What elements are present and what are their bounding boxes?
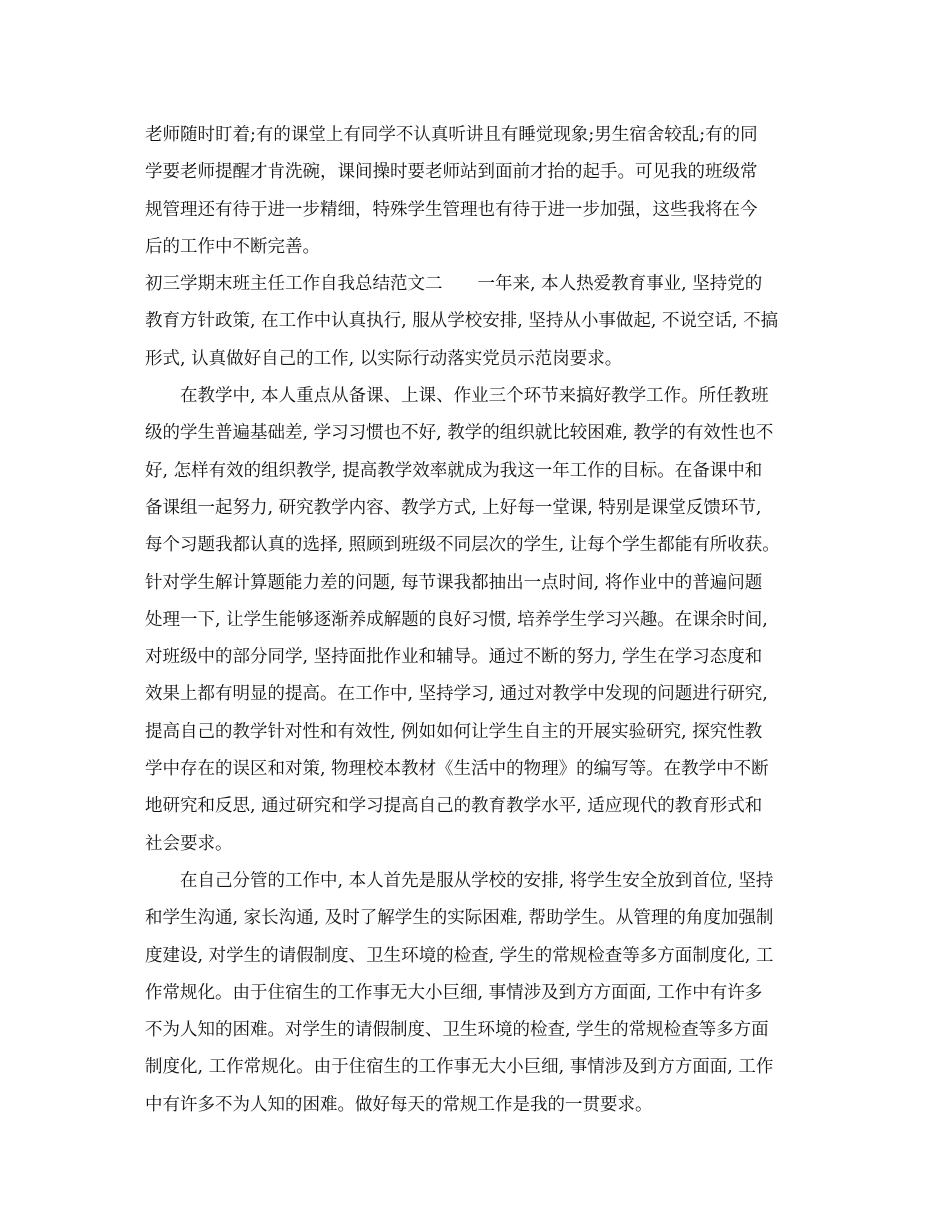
text-line: 针对学生解计算题能力差的问题, 每节课我都抽出一点时间, 将作业中的普遍问题 [145,572,763,593]
text-line: 制度化, 工作常规化。由于住宿生的工作事无大小巨细, 事情涉及到方方面面, 工作 [145,1057,774,1078]
text-line: 学要老师提醒才肯洗碗，课间操时要老师站到面前才抬的起手。可见我的班级常 [145,162,758,183]
text-line: 效果上都有明显的提高。在工作中, 坚持学习, 通过对教学中发现的问题进行研究, [145,684,768,705]
text-line: 对班级中的部分同学, 坚持面批作业和辅导。通过不断的努力, 学生在学习态度和 [145,647,763,668]
text-line: 度建设, 对学生的请假制度、卫生环境的检查, 学生的常规检查等多方面制度化, 工 [145,945,774,966]
text-line: 每个习题我都认真的选择, 照顾到班级不同层次的学生, 让每个学生都能有所收获。 [145,535,780,556]
text-line: 级的学生普遍基础差, 学习习惯也不好, 教学的组织就比较困难, 教学的有效性也不 [145,423,774,444]
section-heading-line: 初三学期末班主任工作自我总结范文二 一年来, 本人热爱教育事业, 坚持党的 [145,274,763,295]
text-line: 好, 怎样有效的组织教学, 提高教学效率就成为我这一年工作的目标。在备课中和 [145,460,763,481]
text-line: 在自己分管的工作中, 本人首先是服从学校的安排, 将学生安全放到首位, 坚持 [145,870,774,891]
text-line: 不为人知的困难。对学生的请假制度、卫生环境的检查, 学生的常规检查等多方面 [145,1020,769,1041]
text-line: 地研究和反思, 通过研究和学习提高自己的教育教学水平, 适应现代的教育形式和 [145,796,763,817]
body-text [145,117,810,1124]
text-line: 中有许多不为人知的困难。做好每天的常规工作是我的一贯要求。 [145,1094,653,1115]
text-line: 教育方针政策, 在工作中认真执行, 服从学校安排, 坚持从小事做起, 不说空话, 不搞 [145,311,779,332]
text-line: 老师随时盯着;有的课堂上有同学不认真听讲且有睡觉现象;男生宿舍较乱;有的同 [145,125,758,145]
text-line: 在教学中, 本人重点从备课、上课、作业三个环节来搞好教学工作。所任教班 [145,386,769,407]
text-line: 提高自己的教学针对性和有效性, 例如如何让学生自主的开展实验研究, 探究性教 [145,721,763,742]
text-line: 作常规化。由于住宿生的工作事无大小巨细, 事情涉及到方方面面, 工作中有许多 [145,982,763,1003]
text-line: 社会要求。 [145,833,233,854]
text-line: 处理一下, 让学生能够逐渐养成解题的良好习惯, 培养学生学习兴趣。在课余时间, [145,609,768,630]
text-line: 备课组一起努力, 研究教学内容、教学方式, 上好每一堂课, 特别是课堂反馈环节, [145,497,762,518]
text-line: 形式, 认真做好自己的工作, 以实际行动落实党员示范岗要求。 [145,348,623,369]
text-line: 学中存在的误区和对策, 物理校本教材《生活中的物理》的编写等。在教学中不断 [145,759,769,780]
text-line: 规管理还有待于进一步精细，特殊学生管理也有待于进一步加强，这些我将在今 [145,199,758,220]
text-line: 后的工作中不断完善。 [145,236,320,257]
text-line: 和学生沟通, 家长沟通, 及时了解学生的实际困难, 帮助学生。从管理的角度加强制 [145,908,774,929]
